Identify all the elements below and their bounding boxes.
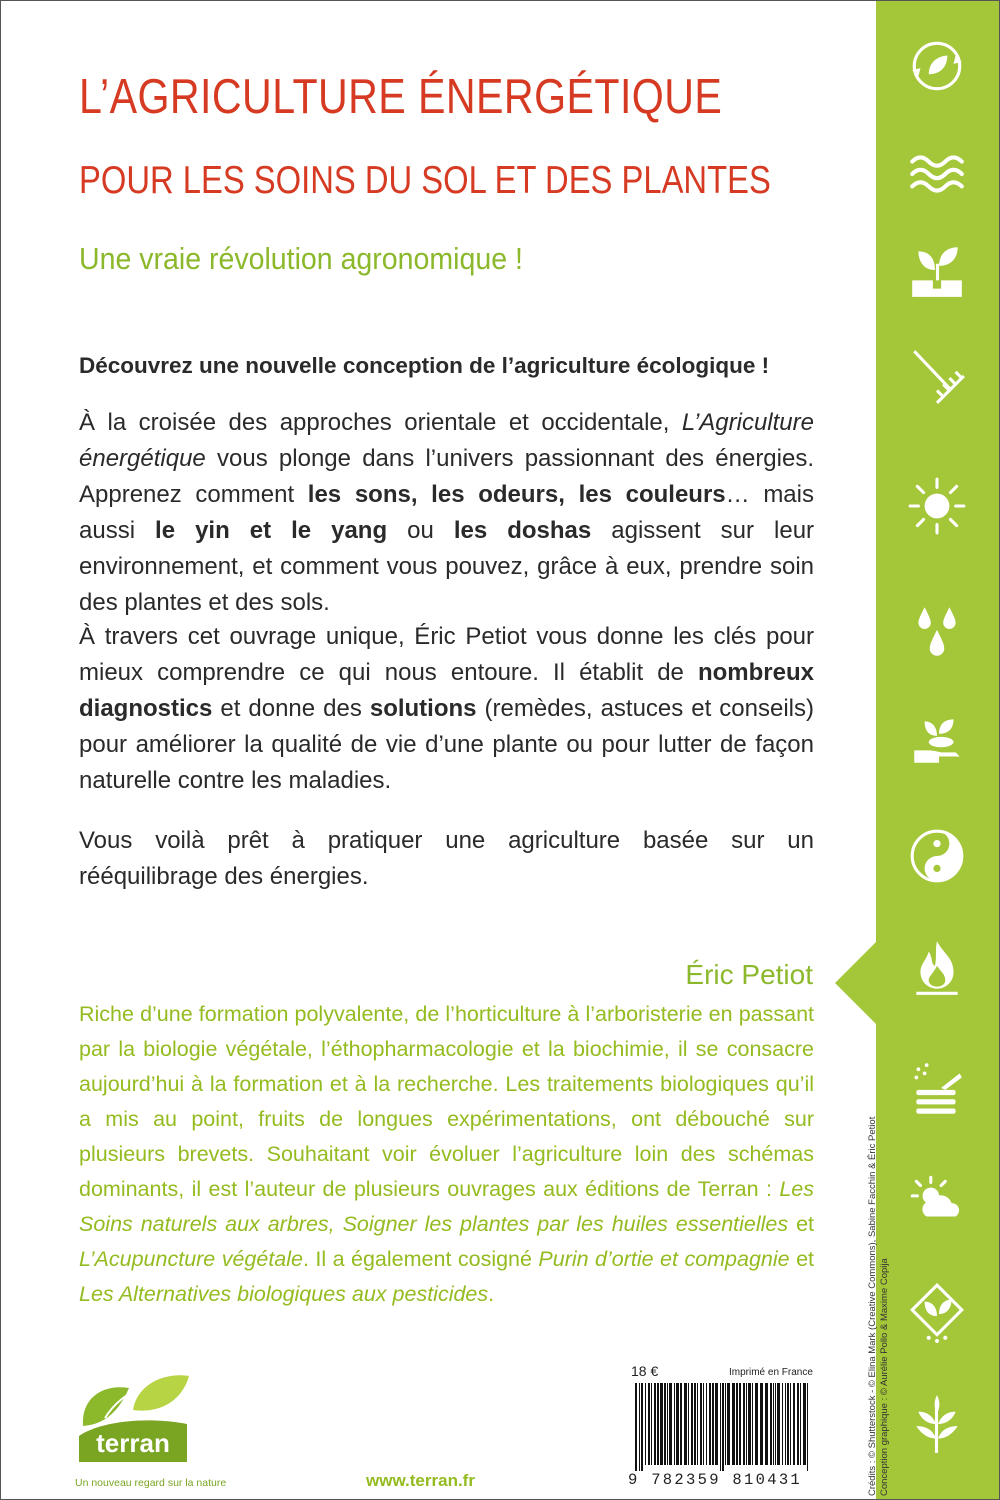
barcode-bar bbox=[703, 1383, 704, 1465]
barcode-bar bbox=[797, 1383, 799, 1465]
barcode-bar bbox=[752, 1383, 753, 1465]
barcode-bar bbox=[676, 1383, 679, 1465]
barcode-bar bbox=[667, 1383, 668, 1465]
author-name: Éric Petiot bbox=[685, 959, 813, 990]
barcode-bar bbox=[760, 1383, 763, 1465]
barcode-bar bbox=[635, 1383, 637, 1471]
barcode-bar bbox=[674, 1383, 675, 1465]
subtitle: Une vraie révolution agronomique ! bbox=[79, 241, 523, 276]
text-segment: le yin et le yang bbox=[155, 517, 388, 544]
water-drops-icon bbox=[904, 599, 970, 665]
hand-plant-icon bbox=[904, 707, 970, 773]
barcode-bar bbox=[722, 1383, 724, 1471]
barcode-bar bbox=[739, 1383, 741, 1465]
text-segment: solutions bbox=[369, 695, 477, 722]
leafy-plant-icon bbox=[904, 1391, 970, 1457]
watering-can-icon bbox=[904, 1059, 970, 1125]
barcode-bar bbox=[787, 1383, 789, 1465]
yin-yang-icon bbox=[904, 823, 970, 889]
barcode-bar bbox=[732, 1383, 735, 1465]
text-segment: Les Alternatives biologiques aux pesticides bbox=[79, 1282, 489, 1306]
fire-icon bbox=[904, 935, 970, 1001]
barcode-bar bbox=[785, 1383, 786, 1465]
text-segment: Purin d’ortie et compagnie bbox=[538, 1247, 790, 1271]
barcode-bar bbox=[743, 1383, 745, 1465]
barcode-bar bbox=[803, 1383, 806, 1465]
barcode-bar bbox=[736, 1383, 738, 1465]
barcode-bar bbox=[775, 1383, 776, 1465]
barcode-bar bbox=[770, 1383, 772, 1465]
barcode-bar bbox=[697, 1383, 698, 1465]
barcode-bar bbox=[773, 1383, 774, 1465]
text-segment: Vous voilà prêt à pratiquer une agriculture basée sur un rééquilibrage des énergies. bbox=[79, 827, 814, 890]
text-segment: et donne des bbox=[212, 695, 370, 722]
text-segment: et bbox=[789, 1247, 815, 1271]
barcode-bar bbox=[709, 1383, 711, 1465]
text-segment: À travers cet ouvrage unique, Éric Petiot vous donne les clés pour mieux comprendre ce qui nous entoure. Il établit de bbox=[79, 623, 814, 686]
paragraph-2 bbox=[79, 619, 814, 799]
text-segment: … mais aussi bbox=[79, 481, 814, 544]
title-line-2: POUR LES SOINS DU SOL ET DES PLANTES bbox=[79, 159, 771, 202]
seed-packet-icon bbox=[904, 1279, 970, 1345]
recycle-leaf-icon bbox=[904, 33, 970, 99]
barcode-bar bbox=[746, 1383, 747, 1465]
waves-icon bbox=[904, 141, 970, 207]
barcode-bar bbox=[684, 1383, 687, 1465]
barcode-bar bbox=[691, 1383, 693, 1465]
barcode-bar bbox=[712, 1383, 714, 1465]
credits bbox=[867, 1117, 891, 1496]
text-segment: L’Acupuncture végétale bbox=[79, 1247, 303, 1271]
isbn-barcode bbox=[633, 1383, 811, 1471]
text-segment: vous plonge dans l’univers passionnant des énergies. Apprenez comment bbox=[79, 445, 814, 508]
barcode-bar bbox=[645, 1383, 646, 1465]
barcode-bar bbox=[715, 1383, 718, 1465]
text-segment: À la croisée des approches orientale et occidentale, bbox=[79, 409, 682, 436]
barcode-bar bbox=[654, 1383, 656, 1465]
seedling-soil-icon bbox=[904, 237, 970, 303]
barcode-bar bbox=[720, 1383, 721, 1471]
barcode-bar bbox=[755, 1383, 758, 1465]
barcode-bar bbox=[660, 1383, 663, 1465]
terran-logo bbox=[75, 1366, 195, 1466]
barcode-bar bbox=[694, 1383, 696, 1465]
publisher-tagline: Un nouveau regard sur la nature bbox=[75, 1477, 227, 1489]
paragraph-3 bbox=[79, 823, 814, 895]
barcode-bar bbox=[657, 1383, 659, 1465]
barcode-bar bbox=[800, 1383, 801, 1465]
barcode-bar bbox=[748, 1383, 751, 1465]
barcode-bar bbox=[807, 1383, 808, 1471]
credits-line-1: Crédits : © Shutterstock - © Elina Mark (Creative Commons), Sabine Facchin & Éric Petiot bbox=[867, 1116, 878, 1496]
barcode-bar bbox=[664, 1383, 666, 1465]
author-bio bbox=[79, 997, 814, 1312]
rake-icon bbox=[904, 343, 970, 409]
barcode-bar bbox=[782, 1383, 783, 1465]
price: 18 € bbox=[631, 1363, 659, 1379]
barcode-bar bbox=[688, 1383, 689, 1465]
text-segment: (remèdes, astuces et conseils) pour améliorer la qualité de vie d’une plante ou pour lutter de façon naturelle contre les maladies. bbox=[79, 695, 814, 794]
text-segment: . Il a également cosigné bbox=[303, 1247, 539, 1271]
text-segment: et bbox=[788, 1212, 815, 1236]
paragraph-1 bbox=[79, 405, 814, 621]
text-segment: ou bbox=[387, 517, 454, 544]
text-segment: . bbox=[488, 1282, 495, 1306]
text-segment: Riche d’une formation polyvalente, de l’horticulture à l’arboristerie en passant par la biologie végétale, l’éthopharmacologie et la biochimie, il se consacre aujourd’hui à la formation et à la recherche. Les traitements biologiques qu’il a mis au point, fruits de longues expérimentations, ont débouché sur plusieurs brevets. Souhaitant voir évoluer l’agriculture loin des schémas dominants, il est l’auteur de plusieurs ouvrages aux éditions de Terran : bbox=[79, 1002, 814, 1201]
barcode-bar bbox=[790, 1383, 791, 1465]
cloud-sun-icon bbox=[904, 1167, 970, 1233]
text-segment: les sons, les odeurs, les couleurs bbox=[307, 481, 726, 508]
lead-sentence: Découvrez une nouvelle conception de l’agriculture écologique ! bbox=[79, 353, 770, 378]
printed-in: Imprimé en France bbox=[729, 1367, 813, 1378]
text-segment: Les Soins naturels aux arbres, Soigner les plantes par les huiles essentielles bbox=[79, 1177, 814, 1236]
barcode-bar bbox=[725, 1383, 726, 1465]
barcode-bar bbox=[648, 1383, 650, 1465]
barcode-bar bbox=[727, 1383, 730, 1465]
text-segment: L’Agriculture énergétique bbox=[79, 409, 814, 472]
logo-wordmark: terran bbox=[96, 1428, 170, 1458]
barcode-bar bbox=[680, 1383, 682, 1465]
barcode-bar bbox=[706, 1383, 707, 1465]
barcode-bar bbox=[765, 1383, 768, 1465]
sidebar-pointer bbox=[835, 941, 877, 1025]
text-segment: agissent sur leur environnement, et comment vous pouvez, grâce à eux, prendre soin des plantes et des sols. bbox=[79, 517, 815, 616]
barcode-bar bbox=[793, 1383, 795, 1465]
barcode-bar bbox=[700, 1383, 702, 1465]
text-segment: nombreux diagnostics bbox=[79, 659, 814, 722]
barcode-bar bbox=[641, 1383, 643, 1471]
barcode-bar bbox=[669, 1383, 672, 1465]
barcode-bar bbox=[639, 1383, 640, 1471]
sun-icon bbox=[904, 473, 970, 539]
isbn-number: 9 782359 810431 bbox=[628, 1471, 803, 1489]
title-line-1: L’AGRICULTURE ÉNERGÉTIQUE bbox=[79, 70, 723, 124]
credits-line-2: Conception graphique : © Aurélie Pollo & Maxime Copija bbox=[879, 1258, 890, 1496]
publisher-website: www.terran.fr bbox=[366, 1471, 475, 1490]
text-segment: les doshas bbox=[453, 517, 592, 544]
barcode-bar bbox=[651, 1383, 652, 1465]
barcode-bar bbox=[777, 1383, 780, 1465]
